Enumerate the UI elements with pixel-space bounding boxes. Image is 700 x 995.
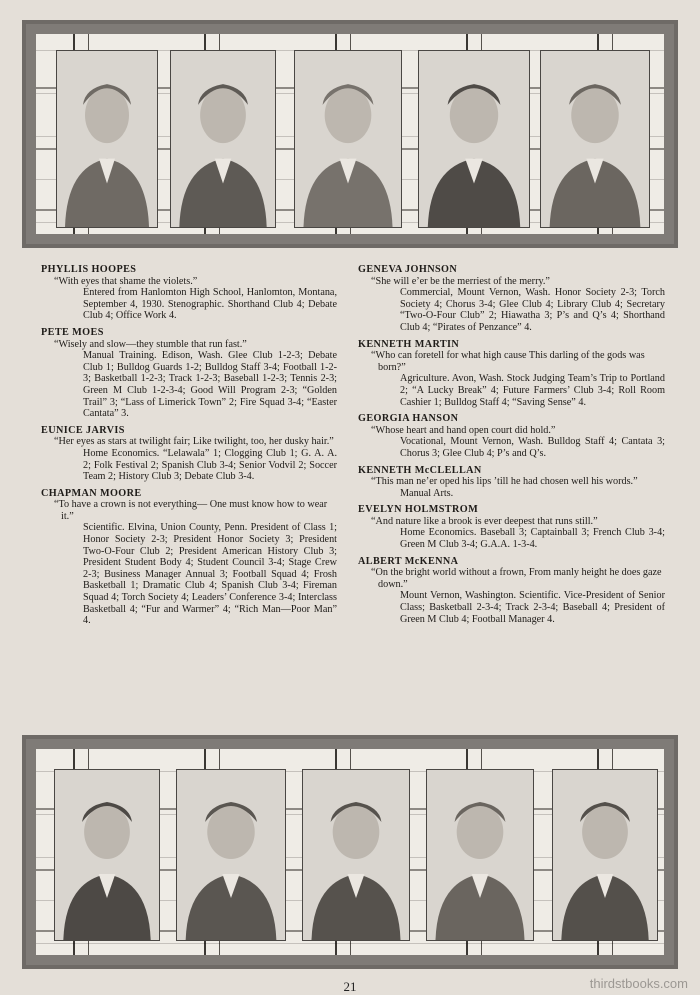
senior-details: Scientific. Elvina, Union County, Penn. President of Class 1; Honor Society 2-3; President Honor Society 3; President Two-O-Four Club 2; President American History Club 3; President Student Body 4; Student Council 3-4; Stage Crew 2-3; Business Manager Annual 3; Football Squad 4; Frosh Basketball 1; Dramatic Club 4; Spanish Club 3-4; Fireman Squad 4; Torch Society 4; Leaders’ Conference 3-4; Interclass Basketball 4; “Fur and Warmer” 4; “Rich Man—Poor Man” 4. — [83, 522, 337, 627]
portrait-georgia-hanson — [176, 769, 286, 941]
portrait-photo-icon — [541, 51, 649, 227]
portrait-pete-moes — [170, 50, 276, 228]
senior-quote: “Her eyes as stars at twilight fair; Like twilight, too, her dusky hair.” — [54, 436, 334, 448]
top-photo-strip — [22, 20, 678, 248]
senior-details: Home Economics. “Lelawala” 1; Clogging Club 1; G. A. A. 2; Folk Festival 2; Spanish Club 3-4; Senior Vodvil 2; Soccer Team 2; History Club 3; Debate Club 3-4. — [83, 447, 337, 483]
left-column — [41, 264, 337, 632]
senior-entry — [358, 556, 665, 626]
senior-name: EVELYN HOLMSTROM — [358, 504, 479, 516]
senior-name: EUNICE JARVIS — [41, 424, 125, 436]
portrait-kenneth-martin — [54, 769, 160, 941]
portrait-photo-icon — [303, 770, 409, 940]
senior-name: GENEVA JOHNSON — [358, 264, 458, 275]
senior-name: KENNETH McCLELLAN — [358, 464, 482, 476]
portrait-albert-mckenna — [552, 769, 658, 941]
watermark: thirdstbooks.com — [589, 976, 688, 991]
senior-details: Manual Arts. — [400, 487, 454, 499]
senior-entry — [41, 264, 337, 322]
senior-entry — [41, 327, 337, 420]
senior-details: Agriculture. Avon, Wash. Stock Judging Team’s Trip to Portland 2; “A Lucky Break” 4; Future Farmers’ Club 3-4; Roll Room Cashier 1; Bulldog Staff 4; “Saving Sense” 4. — [400, 373, 665, 408]
senior-details: Vocational, Mount Vernon, Wash. Bulldog Staff 4; Cantata 3; Chorus 3; Glee Club 4; P’s and Q’s. — [400, 436, 665, 459]
page-number: 21 — [343, 979, 357, 994]
bottom-photo-strip — [22, 735, 678, 969]
portrait-photo-icon — [295, 51, 401, 227]
right-column — [358, 264, 665, 630]
senior-entry — [358, 465, 665, 500]
portrait-evelyn-holmstrom — [426, 769, 534, 941]
portrait-eunice-jarvis — [294, 50, 402, 228]
senior-details: Home Economics. Baseball 3; Captainball 3; French Club 3-4; Green M Club 3-4; G.A.A. 1-3-4. — [400, 527, 665, 551]
senior-quote: “Who can foretell for what high cause This darling of the gods was born?” — [371, 350, 645, 373]
senior-name: GEORGIA HANSON — [358, 413, 459, 425]
portrait-phyllis-hoopes — [56, 50, 158, 228]
senior-name: CHAPMAN MOORE — [41, 487, 142, 499]
senior-entry — [358, 413, 665, 459]
senior-entry — [41, 488, 337, 627]
senior-quote: “With eyes that shame the violets.” — [54, 275, 198, 287]
portrait-kenneth-mcclellan — [302, 769, 410, 941]
senior-quote: “Whose heart and hand open court did hold.” — [371, 424, 556, 436]
portrait-chapman-moore — [418, 50, 530, 228]
senior-entry — [358, 264, 665, 334]
portrait-photo-icon — [177, 770, 285, 940]
senior-name: PETE MOES — [41, 326, 104, 338]
portrait-photo-icon — [427, 770, 533, 940]
senior-quote: “Wisely and slow—they stumble that run fast.” — [54, 338, 247, 350]
portrait-photo-icon — [553, 770, 657, 940]
senior-quote: “On the bright world without a frown, From manly height he does gaze down.” — [371, 567, 662, 590]
senior-entry — [41, 425, 337, 483]
senior-name: ALBERT McKENNA — [358, 555, 459, 567]
senior-quote: “This man ne’er oped his lips ’till he had chosen well his words.” — [371, 476, 638, 488]
senior-name: KENNETH MARTIN — [358, 338, 460, 350]
portrait-photo-icon — [55, 770, 159, 940]
portrait-photo-icon — [419, 51, 529, 227]
senior-quote: “To have a crown is not everything— One must know how to wear it.” — [54, 499, 328, 522]
senior-details: Commercial, Mount Vernon, Wash. Honor Society 2-3; Torch Society 4; Chorus 3-4; Glee Club 4; Library Club 4; Secretary “Two-O-Four Club” 2; Hiawatha 3; P’s and Q’s 4; Shorthand Club 4; “Pirates of Penzance” 4. — [400, 287, 665, 333]
senior-entry — [358, 339, 665, 409]
portrait-photo-icon — [171, 51, 275, 227]
senior-details: Manual Training. Edison, Wash. Glee Club 1-2-3; Debate Club 1; Bulldog Guards 1-2; Bulldog Staff 3-4; Football 1-2-3; Basketball 1-2-3; Track 1-2-3; Baseball 1-2-3; Tennis 2-3; Green M Club 1-2-3-4; Good Will Program 2-3; “Golden Trail” 3; “Lass of Limerick Town” 2; Fire Squad 3-4; “Easter Cantata” 3. — [83, 350, 337, 420]
portrait-photo-icon — [57, 51, 157, 227]
senior-quote: “She will e’er be the merriest of the merry.” — [371, 275, 550, 287]
senior-entry — [358, 504, 665, 550]
senior-details: Entered from Hanlomton High School, Hanlomton, Montana, September 4, 1930. Stenographic. Shorthand Club 4; Debate Club 4; Office Work 4. — [83, 287, 337, 322]
senior-quote: “And nature like a brook is ever deepest that runs still.” — [371, 515, 598, 527]
portrait-geneva-johnson — [540, 50, 650, 228]
senior-name: PHYLLIS HOOPES — [41, 264, 137, 275]
senior-details: Mount Vernon, Washington. Scientific. Vice-President of Senior Class; Basketball 2-3-4; Track 2-3-4; Baseball 4; President of Green M Club 4; Football Manager 4. — [400, 590, 665, 625]
